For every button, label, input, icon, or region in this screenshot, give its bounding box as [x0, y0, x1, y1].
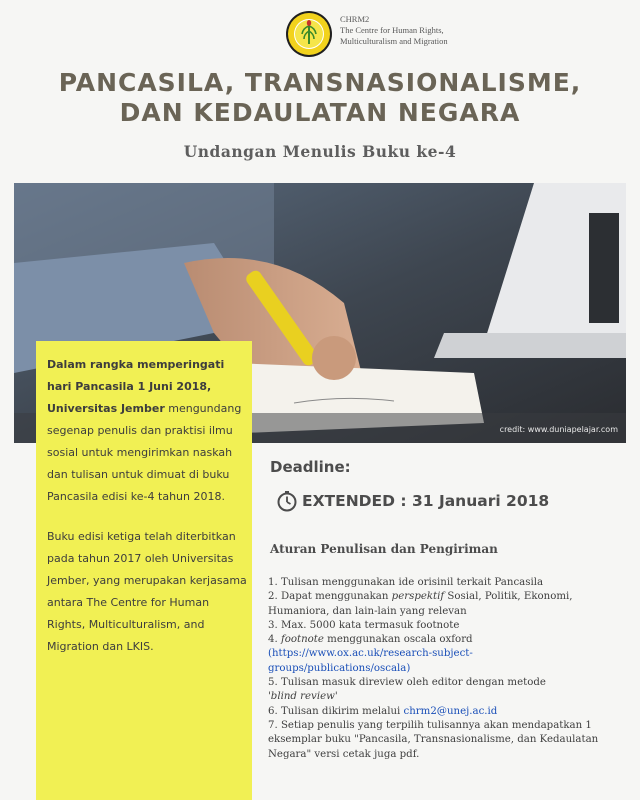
intro-text	[47, 354, 247, 658]
email-link[interactable]: chrm2@unej.ac.id	[403, 705, 498, 717]
title-line-2: DAN KEDAULATAN NEGARA	[119, 98, 521, 127]
org-line-1: CHRM2	[340, 14, 370, 24]
rule-2	[268, 590, 608, 619]
intro-paragraph-2: Buku edisi ketiga telah diterbitkan pada tahun 2017 oleh Universitas Jember, yang merupakan kerjasama antara The Centre for Human Rights, Multiculturalism, and Migration dan LKIS.	[47, 530, 247, 653]
org-line-2: The Centre for Human Rights,	[340, 25, 444, 35]
rule-5: 5. Tulisan masuk direview oleh editor dengan metode	[268, 677, 546, 689]
rule-7: 7. Setiap penulis yang terpilih tulisannya akan mendapatkan 1 eksemplar buku "Pancasila, Transnasionalisme, dan Kedaulatan Negara" versi cetak juga pdf.	[268, 719, 599, 760]
rule-3: 3. Max. 5000 kata termasuk footnote	[268, 619, 460, 631]
rule-2-c: Sosial, Politik, Ekonomi, Humaniora, dan lain-lain yang relevan	[268, 591, 573, 617]
rule-1: 1. Tulisan menggunakan ide orisinil terkait Pancasila	[268, 577, 544, 588]
rule-5-b	[268, 690, 608, 704]
header	[0, 0, 640, 180]
photo-credit: credit: www.duniapelajar.com	[499, 425, 618, 434]
subtitle: Undangan Menulis Buku ke-4	[183, 142, 457, 161]
rule-4-a: 4.	[268, 634, 281, 646]
deadline-extended	[276, 488, 549, 514]
rule-2-a: 2. Dapat menggunakan	[268, 591, 392, 603]
deadline-date: EXTENDED : 31 Januari 2018	[302, 492, 550, 510]
rule-4	[268, 633, 608, 647]
rule-4-c: menggunakan oscala oxford	[323, 634, 473, 646]
stopwatch-icon	[276, 490, 298, 512]
oscala-link[interactable]: (https://www.ox.ac.uk/research-subject-groups/publications/oscala)	[268, 648, 473, 674]
rule-4-italic: footnote	[280, 634, 324, 646]
org-line-3: Multiculturalism and Migration	[340, 36, 448, 46]
org-name	[340, 14, 540, 47]
intro-body: mengundang segenap penulis dan praktisi ilmu sosial untuk mengirimkan naskah dan tulisan untuk dimuat di buku Pancasila edisi ke-4 tahun 2018.	[47, 402, 242, 503]
page-title	[40, 68, 600, 128]
rules-list	[268, 576, 608, 762]
rule-6	[268, 705, 608, 719]
rule-6-a: 6. Tulisan dikirim melalui	[268, 705, 404, 717]
rules-title: Aturan Penulisan dan Pengiriman	[270, 542, 498, 556]
deadline-label: Deadline:	[270, 458, 351, 476]
rule-2-italic: perspektif	[391, 591, 445, 603]
university-logo	[285, 10, 333, 58]
intro-paragraph-1	[47, 354, 247, 508]
title-line-1: PANCASILA, TRANSNASIONALISME,	[58, 68, 582, 97]
intro-bold: Dalam rangka memperingati hari Pancasila 1 Juni 2018, Universitas Jember	[47, 358, 225, 415]
rule-5-italic: 'blind review'	[268, 691, 338, 703]
